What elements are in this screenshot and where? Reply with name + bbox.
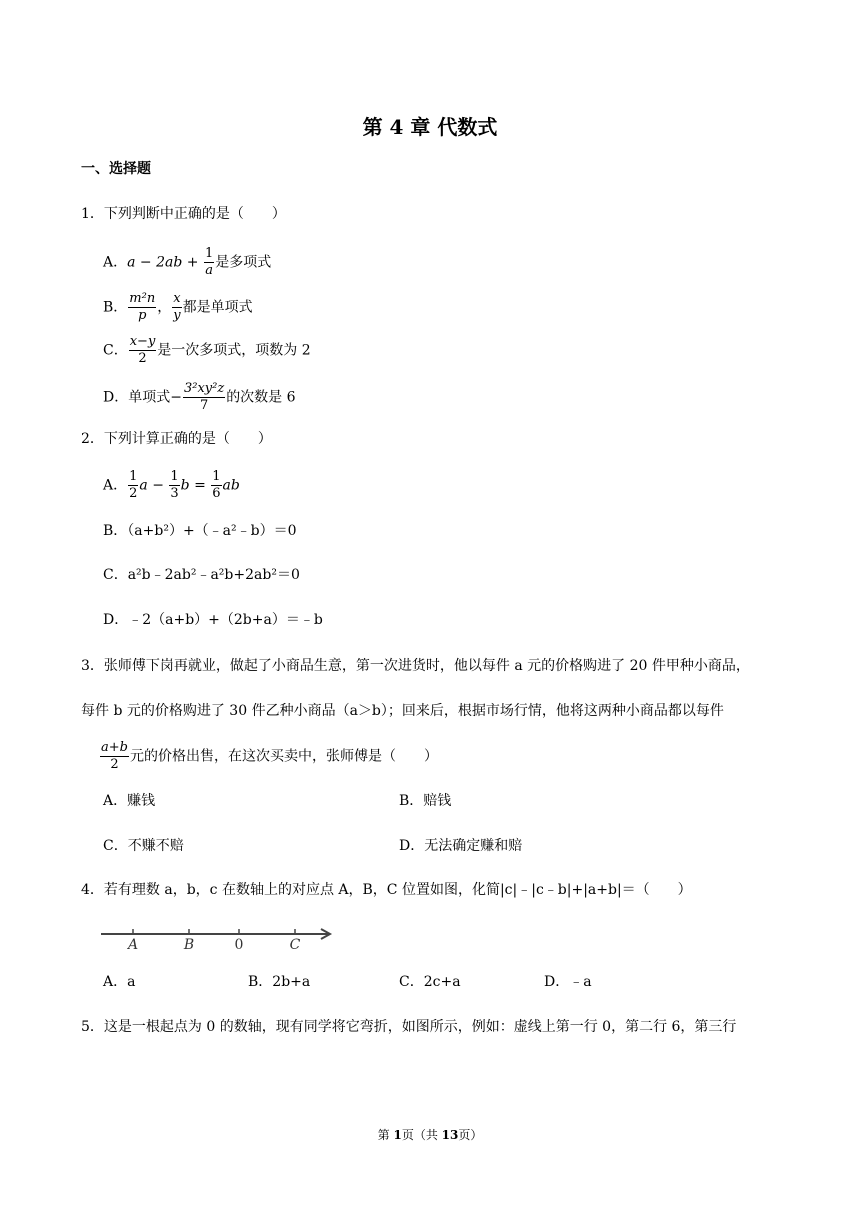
question-2-option-b: B．（a+b²）+（﹣a²﹣b）＝0 <box>103 523 297 539</box>
question-3-option-c: C．不赚不赔 <box>103 838 184 854</box>
question-3-option-a: A．赚钱 <box>103 793 156 809</box>
number-line-figure <box>99 917 339 951</box>
axis-label-zero: 0 <box>234 937 244 951</box>
question-4-option-c: C．2c+a <box>399 974 461 990</box>
question-4-option-d: D．﹣a <box>544 974 592 990</box>
current-page: 1 <box>393 1128 402 1142</box>
question-4-stem: 4．若有理数 a，b，c 在数轴上的对应点 A，B，C 位置如图，化简|c|﹣|c﹣b|+|a+b|＝（ ） <box>81 882 692 898</box>
page-title: 第 4 章 代数式 <box>362 115 498 139</box>
question-3-line-1: 3．张师傅下岗再就业，做起了小商品生意，第一次进货时，他以每件 a 元的价格购进了 20 件甲种小商品， <box>81 658 750 674</box>
question-2-option-d: D．﹣2（a+b）+（2b+a）＝﹣b <box>103 612 323 628</box>
question-1-stem: 1．下列判断中正确的是（ ） <box>81 206 286 222</box>
page-footer: 第 1页（共 13页） <box>377 1128 483 1142</box>
question-3-option-d: D．无法确定赚和赔 <box>399 838 523 854</box>
question-2-stem: 2．下列计算正确的是（ ） <box>81 431 272 447</box>
axis-label-a: A <box>127 937 139 951</box>
question-1-option-c: C． $\frac{x-y}{2}$ 是一次多项式，项数为 2 <box>103 334 311 366</box>
question-1-option-b: B． $\frac{\text{m²n}}{p}$ ， $\frac{x}{y}$ 都是单项式 <box>103 291 253 323</box>
question-2-option-c: C．a²b﹣2ab²﹣a²b+2ab²＝0 <box>103 567 300 583</box>
question-4-option-a: A．a <box>103 974 136 990</box>
question-1-option-d: D．单项式− $\frac{\text{3²xy²z}}{7}$ 的次数是 6 <box>103 381 296 413</box>
section-heading: 一、选择题 <box>81 161 151 177</box>
question-5-line-1: 5．这是一根起点为 0 的数轴，现有同学将它弯折，如图所示，例如：虚线上第一行 0，第二行 6，第三行 <box>81 1019 737 1035</box>
question-3-line-3: $\frac{a+b}{2}$ 元的价格出售，在这次买卖中，张师傅是（ ） <box>101 740 438 772</box>
question-2-option-a: A． $\frac{1}{2}$ a − $\frac{1}{3}$ b = $\frac{1}{6}$ ab <box>103 469 240 501</box>
question-3-line-2: 每件 b 元的价格购进了 30 件乙种小商品（a＞b）；回来后，根据市场行情，他将这两种小商品都以每件 <box>81 703 724 719</box>
question-1-option-a: A．a − 2ab + $\frac{1}{a}$ 是多项式 <box>103 246 272 278</box>
total-pages: 13 <box>441 1128 459 1142</box>
axis-label-c: C <box>289 937 301 951</box>
axis-label-b: B <box>183 937 195 951</box>
question-4-option-b: B．2b+a <box>248 974 311 990</box>
question-3-option-b: B．赔钱 <box>399 793 452 809</box>
